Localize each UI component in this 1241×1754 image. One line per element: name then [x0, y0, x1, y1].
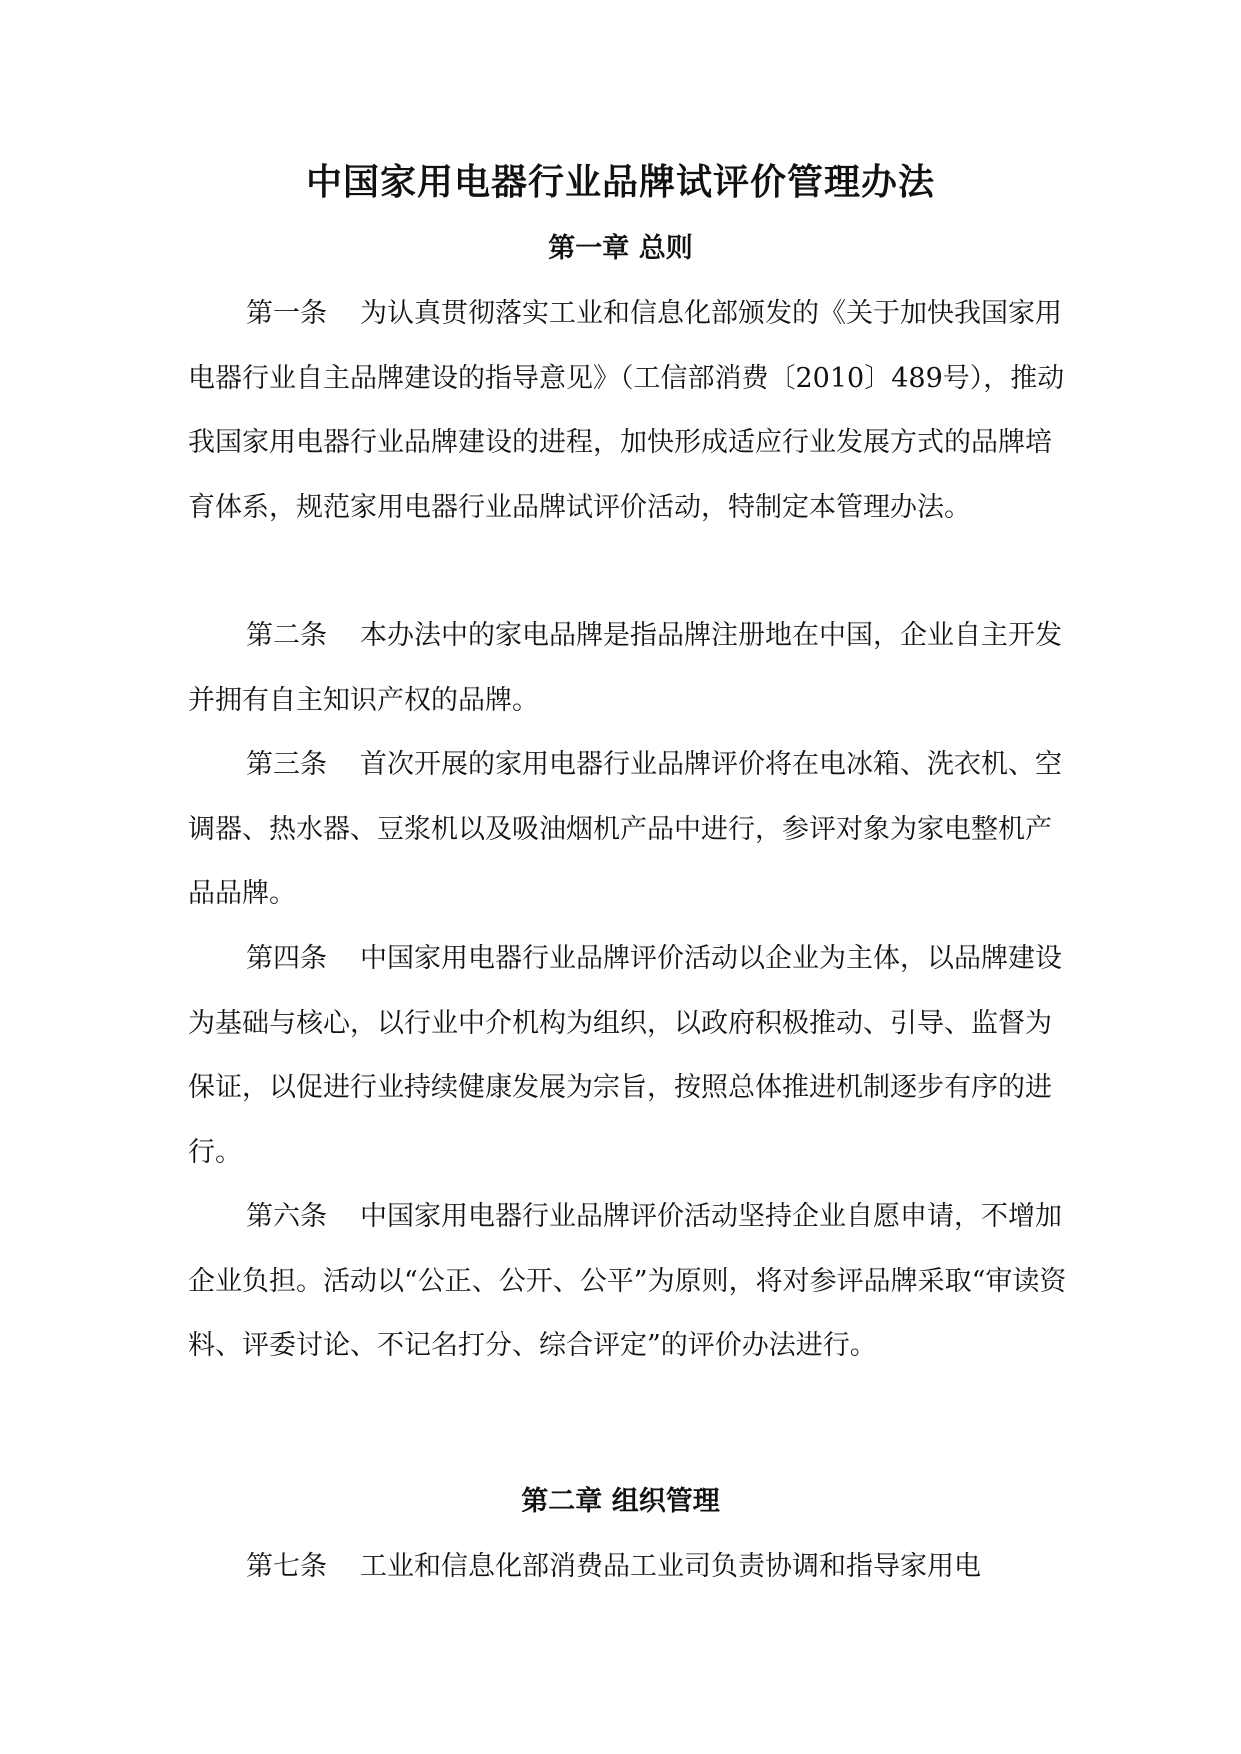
- chapter-heading-organization: 第二章 组织管理: [521, 1486, 720, 1517]
- article-number: 第四条: [246, 943, 327, 974]
- article-text: 中国家用电器行业品牌评价活动坚持企业自愿申请，不增加企业负担。活动以“公正、公开、公平”为原则，将对参评品牌采取“审读资料、评委讨论、不记名打分、综合评定”的评价办法进行。: [188, 1201, 1067, 1361]
- document-title: 中国家用电器行业品牌试评价管理办法: [305, 161, 935, 203]
- article-text: 本办法中的家电品牌是指品牌注册地在中国，企业自主开发并拥有自主知识产权的品牌。: [188, 620, 1062, 716]
- article-2: [188, 604, 1068, 733]
- article-1: [188, 282, 1068, 540]
- chapter-heading-general: 第一章 总则: [548, 233, 693, 264]
- article-number: 第七条: [246, 1551, 327, 1582]
- article-3: [188, 733, 1068, 927]
- article-number: 第六条: [246, 1201, 327, 1232]
- article-6: [188, 1185, 1068, 1379]
- article-number: 第三条: [246, 749, 327, 780]
- article-text: 工业和信息化部消费品工业司负责协调和指导家用电: [360, 1551, 981, 1582]
- article-number: 第一条: [246, 298, 327, 329]
- article-text: 为认真贯彻落实工业和信息化部颁发的《关于加快我国家用电器行业自主品牌建设的指导意见》（工信部消费〔2010〕489号），推动我国家用电器行业品牌建设的进程，加快形成适应行业发展方式的品牌培育体系，规范家用电器行业品牌试评价活动，特制定本管理办法。: [188, 298, 1065, 523]
- article-7: [188, 1535, 1068, 1600]
- article-number: 第二条: [246, 620, 327, 651]
- article-4: [188, 927, 1068, 1185]
- article-text: 首次开展的家用电器行业品牌评价将在电冰箱、洗衣机、空调器、热水器、豆浆机以及吸油烟机产品中进行，参评对象为家电整机产品品牌。: [188, 749, 1062, 909]
- article-text: 中国家用电器行业品牌评价活动以企业为主体，以品牌建设为基础与核心，以行业中介机构为组织，以政府积极推动、引导、监督为保证，以促进行业持续健康发展为宗旨，按照总体推进机制逐步有序的进行。: [188, 943, 1062, 1168]
